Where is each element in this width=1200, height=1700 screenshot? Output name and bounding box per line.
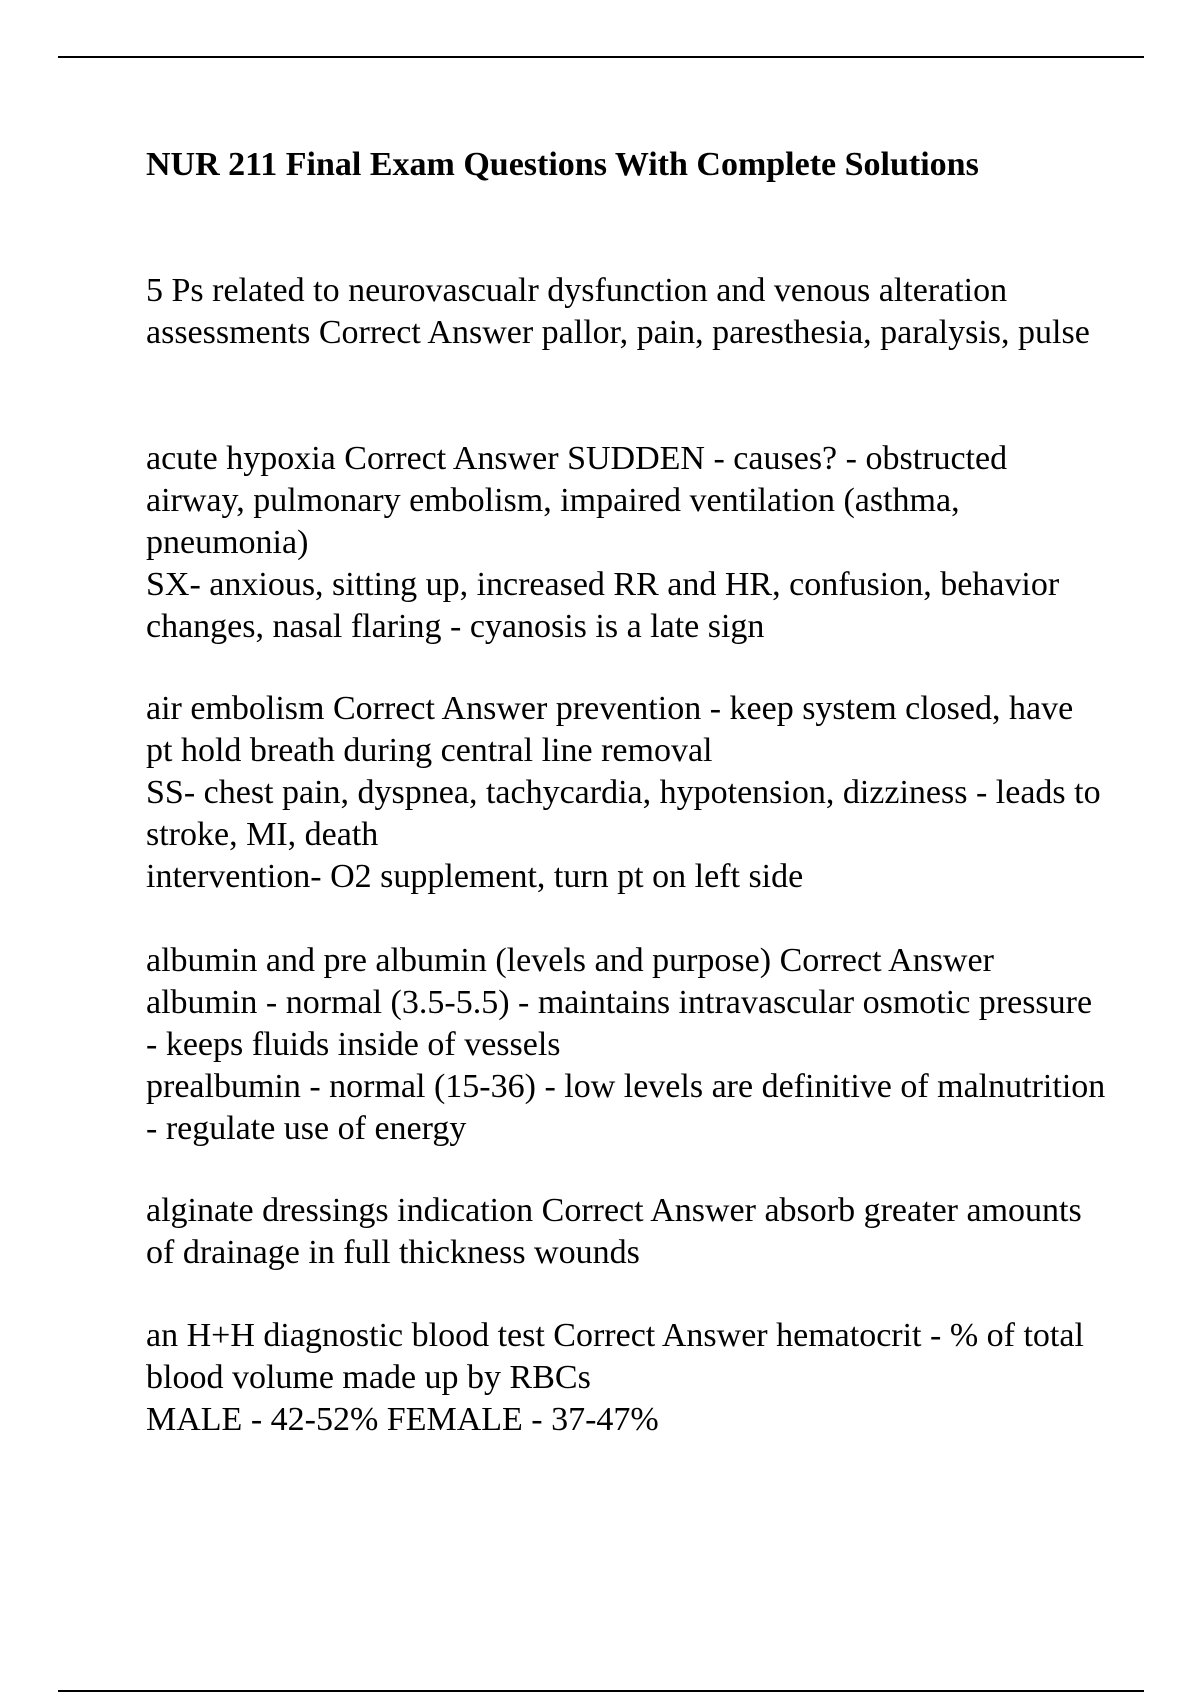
bottom-divider xyxy=(58,1690,1144,1692)
qa-item xyxy=(146,1315,1106,1441)
question-text: air embolism xyxy=(146,690,325,727)
answer-text: albumin - normal (3.5-5.5) - maintains intravascular osmotic pressure - keeps fluids inside of vessels prealbumin - normal (15-36) - low levels are definitive of malnutrition - regulate use of energy xyxy=(146,984,1106,1147)
question-text: acute hypoxia xyxy=(146,440,336,477)
page-title: NUR 211 Final Exam Questions With Complete Solutions xyxy=(146,146,979,183)
question-text: an H+H diagnostic blood test xyxy=(146,1317,545,1354)
question-text: 5 Ps related to neurovascualr dysfunction and venous alteration assessments xyxy=(146,272,1008,351)
answer-text: hematocrit - % of total blood volume made up by RBCs MALE - 42-52% FEMALE - 37-47% xyxy=(146,1317,1084,1438)
answer-label: Correct Answer xyxy=(541,1192,756,1229)
answer-label: Correct Answer xyxy=(553,1317,768,1354)
answer-text: prevention - keep system closed, have pt hold breath during central line removal SS- chest pain, dyspnea, tachycardia, hypotension, dizziness - leads to stroke, MI, death intervention- O2 supplement, turn pt on left side xyxy=(146,690,1101,895)
qa-item xyxy=(146,688,1106,898)
answer-label: Correct Answer xyxy=(779,942,994,979)
answer-label: Correct Answer xyxy=(318,314,534,351)
qa-item xyxy=(146,270,1106,354)
question-text: albumin and pre albumin (levels and purpose) xyxy=(146,942,772,979)
answer-text: absorb greater amounts of drainage in full thickness wounds xyxy=(146,1192,1082,1271)
answer-text: SUDDEN - causes? - obstructed airway, pulmonary embolism, impaired ventilation (asthma, pneumonia) SX- anxious, sitting up, increased RR and HR, confusion, behavior changes, nasal flaring - cyanosis is a late sign xyxy=(146,440,1060,645)
answer-label: Correct Answer xyxy=(332,690,548,727)
qa-item xyxy=(146,438,1106,648)
qa-item xyxy=(146,1190,1106,1274)
answer-label: Correct Answer xyxy=(344,440,559,477)
question-text: alginate dressings indication xyxy=(146,1192,534,1229)
answer-text: pallor, pain, paresthesia, paralysis, pulse xyxy=(541,314,1090,351)
top-divider xyxy=(58,56,1144,58)
qa-item xyxy=(146,940,1106,1150)
